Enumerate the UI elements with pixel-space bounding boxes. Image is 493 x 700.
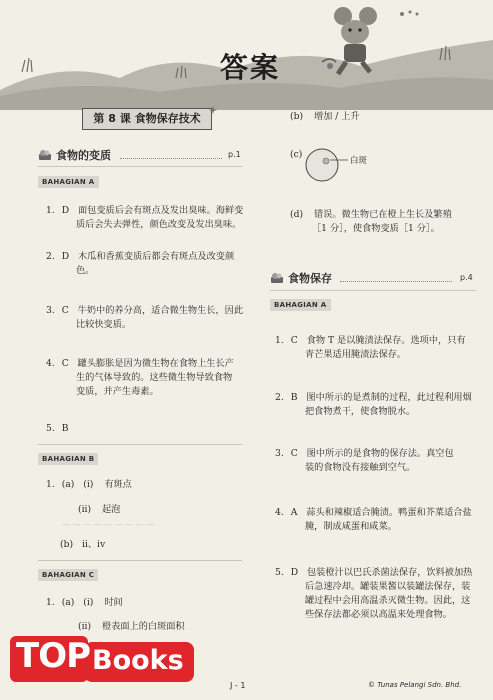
question-number: 1. [46, 205, 55, 216]
bahagian-label: BAHAGIAN A [270, 299, 331, 311]
copyright-notice: © Tunas Pelangi Sdn. Bhd. [368, 681, 462, 689]
question-number: 5. [275, 567, 284, 578]
answer-item [275, 566, 480, 622]
sub-part-label: (ii) [78, 621, 92, 632]
answer-letter: C [61, 358, 69, 369]
sub-part-label: (b) [290, 111, 304, 122]
answer-item-b1-b [60, 538, 220, 552]
food-tray-icon [38, 149, 52, 161]
sub-part-label: (c) [290, 149, 303, 160]
answer-text: 橙表面上的白斑面积 [101, 621, 185, 632]
question-number: 2. [46, 251, 55, 262]
explanation-line: 食物 T 是以腌渍法保存。选项中，只有 [306, 335, 466, 346]
dotted-leader [120, 158, 222, 159]
explanation-line: 面包变质后会有斑点及发出臭味。海鲜变 [78, 205, 244, 216]
explanation-line: 后急速冷却。罐装果酱以装罐法保存，装 [305, 581, 471, 592]
sub-part-label: (b) [60, 539, 74, 550]
sparkle-icon [209, 106, 217, 114]
question-number: 3. [275, 448, 284, 459]
answer-text: 有斑点 [104, 479, 132, 490]
section-title: 食物的变质 [56, 149, 111, 162]
answer-letter: D [290, 567, 299, 578]
divider [38, 166, 242, 167]
answer-item [46, 304, 246, 332]
logo-books-text: Books [92, 645, 184, 676]
sub-part-label: (a) [61, 597, 75, 608]
answer-text: ii、iv [81, 539, 106, 550]
answer-letter: D [61, 205, 70, 216]
answer-item [46, 250, 246, 278]
sub-part-label: (d) [290, 209, 304, 220]
divider [38, 444, 242, 445]
section-title: 食物保存 [288, 272, 332, 285]
explanation-line: 腌，制成咸蛋和咸菜。 [305, 521, 397, 532]
logo-top-text: TOP [16, 636, 91, 676]
question-number: 3. [46, 305, 55, 316]
explanation-line: 生的气体导致的。这些微生物导致食物 [76, 372, 233, 383]
question-number: 1. [46, 597, 55, 608]
answer-letter: D [61, 251, 70, 262]
bahagian-label: BAHAGIAN A [38, 176, 99, 188]
answer-item [275, 391, 480, 419]
question-number: 1. [275, 335, 284, 346]
sub-part-label: (ii) [78, 504, 92, 515]
explanation-line: 比较快变质。 [76, 319, 132, 330]
answer-letter: C [290, 335, 298, 346]
divider [38, 560, 242, 561]
answer-item-b1 [46, 478, 246, 492]
question-number: 1. [46, 479, 55, 490]
explanation-line: 蒜头和辣椒适合腌渍。鸭蛋和芥菜适合盐 [306, 507, 472, 518]
answer-item-right-d [290, 208, 480, 236]
answer-item [275, 334, 480, 362]
question-number: 4. [275, 507, 284, 518]
food-tray-icon [270, 272, 284, 284]
answer-item-c1 [46, 596, 246, 610]
lesson-title: 第 8 课 食物保存技术 [82, 108, 212, 130]
answer-item-b1-ii [78, 503, 238, 517]
explanation-line: 木瓜和香蕉变质后都会有斑点及改变颜 [78, 251, 235, 262]
answer-letter: A [290, 507, 298, 518]
answer-item-right-b [290, 110, 470, 124]
divider [270, 290, 476, 291]
explanation-line: 色。 [76, 265, 95, 276]
explanation-line: 图中所示的是煮制的过程，此过程利用烟 [306, 392, 472, 403]
explanation-line: 错误。微生物已在橙上生长及繁殖 [313, 209, 452, 220]
answer-item [275, 447, 480, 475]
explanation-line: 青芒果适用腌渍法保存。 [305, 349, 407, 360]
answer-text: 时间 [104, 597, 123, 608]
bahagian-label: BAHAGIAN C [38, 569, 98, 581]
bahagian-label: BAHAGIAN B [38, 453, 98, 465]
section-food-preservation [270, 270, 332, 286]
answer-letter: B [61, 423, 69, 434]
answer-item [46, 357, 246, 399]
answer-letter: C [290, 448, 298, 459]
sub-part-label: (a) [61, 479, 75, 490]
explanation-line: 罐头膨胀是因为微生物在食物上生长产 [77, 358, 234, 369]
answer-letter: B [290, 392, 298, 403]
bleed-through-text: — — — — — — — — — [62, 520, 155, 529]
explanation-line: 图中所示的是食物的保存法。真空包 [306, 448, 454, 459]
answer-item [46, 204, 246, 232]
explanation-line: 牛奶中的养分高，适合微生物生长，因此 [77, 305, 244, 316]
section-page-ref: p.4 [460, 273, 473, 282]
explanation-line: 变质，并产生毒素。 [76, 386, 159, 397]
page-number: J - 1 [230, 681, 246, 690]
explanation-line: ［1 分］，使食物变质［1 分］。 [312, 223, 440, 234]
orange-diagram-icon [288, 144, 398, 194]
section-page-ref: p.1 [228, 150, 241, 159]
answer-text: 增加 / 上升 [313, 111, 360, 122]
explanation-line: 包装橙汁以巴氏杀菌法保存，饮料被加热 [307, 567, 473, 578]
question-number: 4. [46, 358, 55, 369]
explanation-line: 罐过程中会用高温杀灭微生物。因此，这 [305, 595, 471, 606]
sub-part-label: (i) [83, 479, 94, 490]
answer-item [275, 506, 480, 534]
question-number: 2. [275, 392, 284, 403]
question-number: 5. [46, 423, 55, 434]
diagram-label: 白斑 [350, 156, 368, 166]
sub-part-label: (i) [83, 597, 94, 608]
explanation-line: 些保存法都必须以高温来处理食物。 [305, 609, 452, 620]
section-food-spoilage [38, 147, 111, 163]
answer-item [46, 422, 246, 436]
answer-text: 起泡 [101, 504, 121, 515]
page-header-title: 答案 [219, 51, 280, 84]
explanation-line: 装的食物没有接触到空气。 [305, 462, 416, 473]
topbooks-logo [10, 630, 195, 690]
dotted-leader [340, 281, 452, 282]
explanation-line: 质后会失去弹性，颜色改变及发出臭味。 [76, 219, 242, 230]
explanation-line: 把食物煮干，使食物脱水。 [305, 406, 416, 417]
answer-letter: C [61, 305, 69, 316]
